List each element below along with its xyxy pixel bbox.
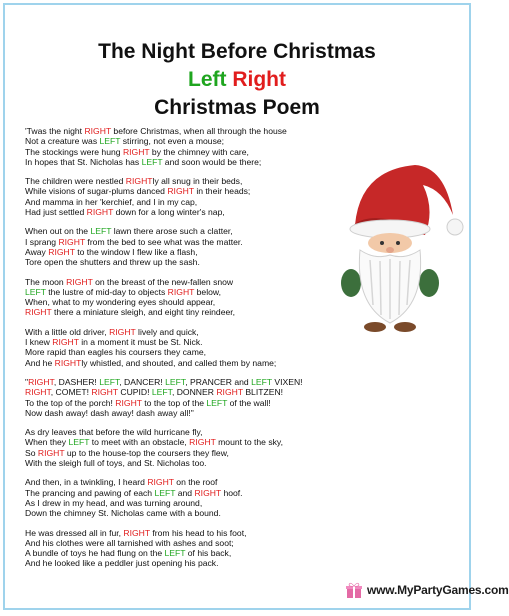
poem-line [25, 458, 325, 468]
poem-text: When they [25, 437, 69, 448]
poem-text: to meet with an obstacle, [89, 437, 190, 448]
poem-line [25, 287, 325, 297]
keyword-left: LEFT [206, 397, 228, 408]
keyword-right: RIGHT [123, 527, 150, 538]
keyword-right: RIGHT [194, 487, 222, 498]
poem-text: by the chimney with care, [149, 146, 249, 157]
poem-text: Down the chimney St. Nicholas came with a bound. [25, 508, 221, 519]
keyword-left: LEFT [90, 226, 112, 237]
poem-stanza [25, 226, 325, 267]
poem-text: of the wall! [227, 397, 271, 408]
keyword-right: RIGHT [37, 447, 65, 458]
poem-text: , PRANCER and [185, 376, 252, 387]
poem-text: And he looked like a peddler just opening his pack. [25, 558, 219, 569]
poem-line [25, 508, 325, 518]
poem-text: A bundle of toys he had flung on the [25, 548, 165, 559]
poem-line [25, 558, 325, 568]
poem-text: With the sleigh full of toys, and St. Nicholas too. [25, 458, 207, 469]
keyword-right: RIGHT [66, 276, 93, 287]
poem-text: I knew [25, 337, 53, 348]
poem-text: When, what to my wondering eyes should appear, [25, 297, 216, 308]
santa-gnome-icon [315, 155, 465, 335]
poem-text: The moon [25, 276, 67, 287]
poem-text: To the top of the porch! [25, 397, 116, 408]
poem-text: Now dash away! dash away! dash away all!" [25, 407, 194, 418]
poem-line [25, 538, 325, 548]
poem-text: ly all snug in their beds, [152, 176, 243, 187]
poem-text: mount to the sky, [215, 437, 283, 448]
keyword-left: LEFT [165, 376, 186, 387]
poem-line [25, 377, 325, 387]
brand-footer [345, 581, 509, 599]
keyword-left: LEFT [141, 156, 163, 167]
poem-text: With a little old driver, [25, 326, 110, 337]
poem-page [3, 3, 509, 610]
poem-text: up to the house-top the coursers they flew, [64, 447, 229, 458]
poem-text: the lustre of mid-day to objects [45, 286, 168, 297]
poem-stanza [25, 126, 325, 167]
poem-line [25, 157, 325, 167]
poem-line [25, 186, 325, 196]
poem-text: 'Twas the night [25, 126, 85, 136]
poem-line [25, 387, 325, 397]
title-line-1: The Night Before Christmas [98, 40, 376, 63]
poem-line [25, 448, 325, 458]
poem-line [25, 488, 325, 498]
keyword-right: RIGHT [25, 307, 52, 318]
poem-text: , DANCER! [119, 376, 166, 387]
keyword-right: RIGHT [48, 246, 75, 257]
poem-stanza [25, 377, 325, 418]
keyword-right: RIGHT [91, 387, 118, 398]
poem-text: before Christmas, when all through the house [111, 126, 287, 136]
keyword-left: LEFT [99, 376, 120, 387]
poem-stanza [25, 477, 325, 518]
poem-line [25, 327, 325, 337]
poem-text: , DASHER! [53, 376, 100, 387]
poem-text: on the breast of the new-fallen snow [92, 276, 234, 287]
poem-line [25, 358, 325, 368]
poem-stanza [25, 277, 325, 318]
poem-text: CUPID! [117, 387, 152, 398]
keyword-right: RIGHT [25, 387, 51, 398]
poem-text: The prancing and pawing of each [25, 487, 155, 498]
poem-text: Tore open the shutters and threw up the sash. [25, 257, 200, 268]
poem-line [25, 408, 325, 418]
poem-line [25, 257, 325, 267]
poem-text: So [25, 447, 38, 458]
poem-text: in their heads; [193, 186, 251, 197]
poem-line [25, 247, 325, 257]
poem-text: As dry leaves that before the wild hurricane fly, [25, 427, 203, 438]
keyword-right: RIGHT [52, 337, 79, 348]
poem-text: , DONNER [171, 387, 217, 398]
keyword-right: RIGHT [122, 146, 150, 157]
poem-line [25, 477, 325, 487]
keyword-right: RIGHT [28, 376, 54, 387]
poem-line [25, 126, 325, 136]
poem-text: from the bed to see what was the matter. [85, 236, 243, 247]
poem-line [25, 307, 325, 317]
poem-line [25, 498, 325, 508]
keyword-left: LEFT [151, 387, 172, 398]
keyword-right: RIGHT [84, 126, 112, 136]
poem-line [25, 548, 325, 558]
poem-line [25, 207, 325, 217]
keyword-right: RIGHT [189, 437, 216, 448]
poem-text: below, [194, 286, 222, 297]
poem-text: He was dressed all in fur, [25, 527, 124, 538]
poem-text: And he [25, 357, 55, 368]
keyword-right: RIGHT [58, 236, 86, 247]
poem-text: to the top of the [141, 397, 207, 408]
poem-text: And mamma in her 'kerchief, and I in my cap, [25, 196, 198, 207]
poem-text: BLITZEN! [242, 387, 284, 398]
poem-text: " [25, 376, 29, 387]
poem-text: As I drew in my head, and was turning around, [25, 497, 203, 508]
poem-line [25, 176, 325, 186]
poem-stanza [25, 176, 325, 217]
poem-body [25, 126, 325, 578]
poem-text: lawn there arose such a clatter, [111, 226, 233, 237]
keyword-left: LEFT [25, 286, 46, 297]
gift-box-icon [345, 581, 363, 599]
poem-text: When out on the [25, 226, 91, 237]
poem-text: lively and quick, [135, 326, 199, 337]
keyword-right: RIGHT [125, 176, 153, 187]
keyword-right: RIGHT [147, 477, 174, 488]
poem-line [25, 528, 325, 538]
poem-text: While visions of sugar-plums danced [25, 186, 168, 197]
poem-text: down for a long winter's nap, [113, 207, 225, 218]
poem-text: from his head to his foot, [150, 527, 247, 538]
poem-text: to the window I flew like a flash, [74, 246, 198, 257]
poem-line [25, 277, 325, 287]
title-right-word: Right [232, 68, 286, 91]
poem-text: and [175, 487, 195, 498]
poem-line [25, 237, 325, 247]
poem-text: And his clothes were all tarnished with ashes and soot; [25, 537, 234, 548]
poem-text: Had just settled [25, 207, 87, 218]
poem-text: and soon would be there; [162, 156, 262, 167]
poem-text: More rapid than eagles his coursers they came, [25, 347, 207, 358]
poem-line [25, 297, 325, 307]
poem-text: The children were nestled [25, 176, 126, 187]
poem-text: Not a creature was [25, 136, 100, 147]
poem-text: And then, in a twinkling, I heard [25, 477, 148, 488]
poem-line [25, 226, 325, 236]
poem-text: , COMET! [50, 387, 92, 398]
keyword-right: RIGHT [115, 397, 142, 408]
poem-line [25, 347, 325, 357]
title-left-word: Left [188, 68, 227, 91]
keyword-left: LEFT [154, 487, 176, 498]
poem-text: In hopes that St. Nicholas has [25, 156, 142, 167]
poem-line [25, 427, 325, 437]
poem-line [25, 197, 325, 207]
poem-stanza [25, 528, 325, 569]
poem-text: stirring, not even a mouse; [120, 136, 225, 147]
poem-text: I sprang [25, 236, 59, 247]
poem-line [25, 398, 325, 408]
poem-text: in a moment it must be St. Nick. [78, 337, 203, 348]
poem-line [25, 437, 325, 447]
title-line-2 [5, 67, 469, 92]
poem-text: on the roof [173, 477, 218, 488]
poem-text: hoof. [221, 487, 243, 498]
keyword-left: LEFT [251, 376, 272, 387]
keyword-left: LEFT [99, 136, 121, 147]
poem-line [25, 136, 325, 146]
title-line-3: Christmas Poem [154, 96, 320, 119]
keyword-left: LEFT [68, 437, 90, 448]
keyword-left: LEFT [164, 548, 186, 559]
poem-text: Away [25, 246, 49, 257]
poem-text: of his back, [185, 548, 232, 559]
poem-text: ly whistled, and shouted, and called them by name; [81, 357, 277, 368]
keyword-right: RIGHT [109, 326, 136, 337]
keyword-right: RIGHT [86, 207, 114, 218]
keyword-right: RIGHT [54, 357, 82, 368]
keyword-right: RIGHT [167, 286, 195, 297]
poem-text: VIXEN! [271, 376, 303, 387]
keyword-right: RIGHT [216, 387, 243, 398]
keyword-right: RIGHT [167, 186, 194, 197]
poem-text: The stockings were hung [25, 146, 123, 157]
poem-stanza [25, 427, 325, 468]
brand-url: www.MyPartyGames.com [367, 583, 509, 597]
poem-line [25, 337, 325, 347]
poem-text: there a miniature sleigh, and eight tiny reindeer, [51, 307, 236, 318]
poem-line [25, 147, 325, 157]
poem-stanza [25, 327, 325, 368]
